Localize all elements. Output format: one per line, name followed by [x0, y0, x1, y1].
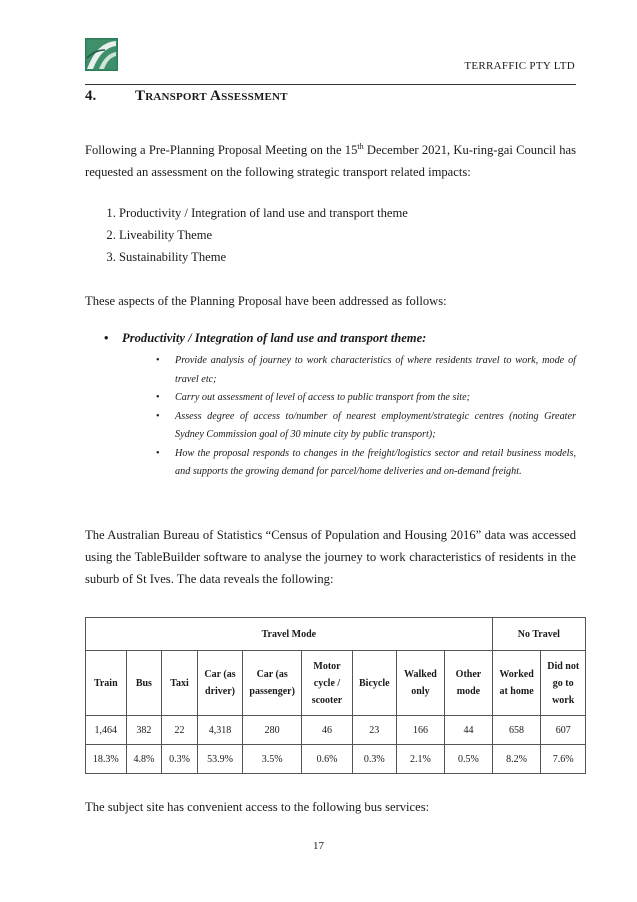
- themes-list: [85, 202, 408, 268]
- census-paragraph: The Australian Bureau of Statistics “Census of Population and Housing 2016” data was accessed using the TableBuilder software to analyse the journey to work characteristics of residents in the suburb of St Ives. The data reveals the following:: [85, 528, 576, 586]
- col-header: Train: [86, 651, 127, 716]
- travel-mode-table: [85, 617, 586, 774]
- count-cell: 280: [243, 716, 302, 745]
- percent-cell: 2.1%: [396, 745, 444, 774]
- col-header: Taxi: [162, 651, 198, 716]
- bullet-icon: •: [104, 331, 109, 345]
- percent-cell: 7.6%: [541, 745, 586, 774]
- col-header: Car (as driver): [197, 651, 242, 716]
- theme-item: 2. Liveability Theme: [119, 224, 408, 246]
- bullet-icon: •: [156, 447, 160, 459]
- theme-item: 3. Sustainability Theme: [119, 246, 408, 268]
- percent-cell: 0.6%: [302, 745, 353, 774]
- intro-text-start: Following a Pre-Planning Proposal Meeting on the 15: [85, 143, 358, 158]
- section-number: 4.: [85, 88, 97, 104]
- percent-cell: 0.3%: [162, 745, 198, 774]
- bullet-icon: •: [156, 355, 160, 366]
- percent-cell: 0.5%: [445, 745, 493, 774]
- column-header-row: [86, 651, 586, 716]
- list-item-text: Provide analysis of journey to work characteristics of where residents travel to work, mode of travel etc;: [175, 355, 576, 385]
- theme-item: 1. Productivity / Integration of land use and transport theme: [119, 202, 408, 224]
- percent-cell: 18.3%: [86, 745, 127, 774]
- count-cell: 44: [445, 716, 493, 745]
- page-number: 17: [313, 840, 324, 852]
- header-rule: [85, 84, 576, 85]
- company-logo: [85, 38, 118, 71]
- bus-paragraph: The subject site has convenient access to the following bus services:: [85, 800, 430, 814]
- intro-paragraph: [85, 136, 576, 183]
- col-header: Other mode: [445, 651, 493, 716]
- list-item: [156, 389, 576, 408]
- count-cell: 4,318: [197, 716, 242, 745]
- percent-cell: 0.3%: [352, 745, 396, 774]
- list-item-text: Assess degree of access to/number of nearest employment/strategic centres (noting Greater Sydney Commission goal of 30 minute city by public transport);: [175, 410, 576, 440]
- intro-text-end: December 2021, Ku-ring-gai Council has requested an assessment on the following strategic transport related impacts:: [85, 143, 577, 180]
- productivity-heading: [104, 331, 426, 346]
- company-name: TERRAFFIC PTY LTD: [464, 60, 575, 72]
- col-header: Did not go to work: [541, 651, 586, 716]
- percent-cell: 8.2%: [492, 745, 541, 774]
- table-row-counts: [86, 716, 586, 745]
- col-header: Walked only: [396, 651, 444, 716]
- bullet-icon: •: [156, 410, 160, 422]
- section-title: Transport Assessment: [135, 88, 288, 104]
- count-cell: 166: [396, 716, 444, 745]
- list-item-text: How the proposal responds to changes in the freight/logistics sector and retail business models, and supports the growing demand for parcel/home deliveries and on-demand freight.: [175, 447, 576, 477]
- productivity-title: Productivity / Integration of land use and transport theme:: [122, 331, 427, 345]
- count-cell: 607: [541, 716, 586, 745]
- count-cell: 46: [302, 716, 353, 745]
- count-cell: 22: [162, 716, 198, 745]
- col-header: Car (as passenger): [243, 651, 302, 716]
- col-header: Bicycle: [352, 651, 396, 716]
- table-row-percents: [86, 745, 586, 774]
- count-cell: 658: [492, 716, 541, 745]
- percent-cell: 3.5%: [243, 745, 302, 774]
- productivity-items: [156, 352, 576, 482]
- count-cell: 382: [126, 716, 162, 745]
- list-item: [156, 445, 576, 482]
- intro-superscript: th: [357, 142, 364, 151]
- list-item: [156, 408, 576, 445]
- col-header: Bus: [126, 651, 162, 716]
- list-item-text: Carry out assessment of level of access to public transport from the site;: [175, 392, 471, 403]
- aspects-paragraph: These aspects of the Planning Proposal have been addressed as follows:: [85, 294, 447, 308]
- count-cell: 23: [352, 716, 396, 745]
- list-item: [156, 352, 576, 389]
- count-cell: 1,464: [86, 716, 127, 745]
- travel-mode-header: Travel Mode: [86, 618, 493, 651]
- section-heading: [85, 88, 288, 105]
- percent-cell: 53.9%: [197, 745, 242, 774]
- bullet-icon: •: [156, 392, 160, 403]
- no-travel-header: No Travel: [492, 618, 585, 651]
- col-header: Motor cycle / scooter: [302, 651, 353, 716]
- col-header: Worked at home: [492, 651, 541, 716]
- percent-cell: 4.8%: [126, 745, 162, 774]
